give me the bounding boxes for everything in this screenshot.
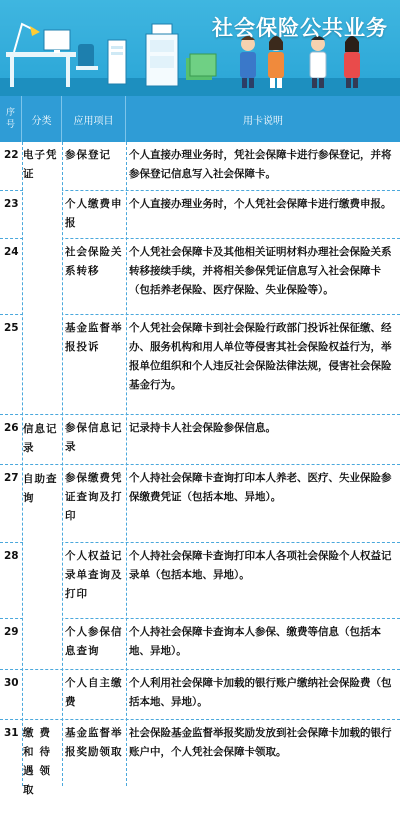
row-item: 个人权益记录单查询及打印: [65, 550, 123, 600]
row-desc: 个人持社会保障卡查询本人参保、缴费等信息（包括本地、异地）。: [129, 626, 381, 657]
header-no: 序号: [0, 96, 22, 142]
category-label: 电子凭证: [23, 149, 58, 180]
header-desc: 用卡说明: [243, 115, 283, 127]
row-item: 个人自主缴费: [65, 677, 123, 708]
table-row: [0, 670, 400, 720]
row-no: 23: [4, 198, 19, 210]
row-desc: 个人利用社会保障卡加载的银行账户缴纳社会保险费（包括本地、异地）。: [129, 677, 392, 708]
row-desc: 个人直接办理业务时，个人凭社会保障卡进行缴费申报。: [129, 198, 392, 210]
business-table: [0, 96, 400, 796]
row-desc: 个人持社会保障卡查询打印本人养老、医疗、失业保险参保缴费凭证（包括本地、异地）。: [129, 472, 392, 503]
row-desc: 个人持社会保障卡查询打印本人各项社会保险个人权益记录单（包括本地、异地）。: [129, 550, 392, 581]
row-no: 26: [4, 422, 19, 434]
row-item: 个人参保信息查询: [65, 626, 123, 657]
row-no: 30: [4, 677, 19, 689]
row-desc: 记录持卡人社会保险参保信息。: [129, 422, 276, 434]
header-banner: [0, 0, 400, 96]
row-item: 基金监督举报投诉: [65, 322, 123, 353]
row-no: 25: [4, 322, 19, 334]
row-no: 22: [4, 149, 19, 161]
row-desc: 社会保险基金监督举报奖励发放到社会保障卡加载的银行账户中，个人凭社会保障卡领取。: [129, 727, 392, 758]
row-item: 社会保险关系转移: [65, 246, 123, 277]
row-no: 24: [4, 246, 19, 258]
row-item: 参保登记: [65, 149, 111, 161]
row-no: 27: [4, 472, 19, 484]
category-label: 缴费和待遇领取: [23, 727, 56, 796]
category-label: 信息记录: [23, 423, 58, 454]
table-header: [0, 96, 400, 142]
row-desc: 个人凭社会保障卡到社会保险行政部门投诉社保征缴、经办、服务机构和用人单位等侵害其社会保险权益行为，举报单位组织和个人违反社会保险法律法规，侵害社会保险基金行为。: [129, 322, 392, 391]
row-item: 参保信息记录: [65, 422, 123, 453]
header-item: 应用项目: [62, 96, 126, 142]
row-desc: 个人凭社会保障卡及其他相关证明材料办理社会保险关系转移接续手续，并将相关参保凭证信息写入社会保障卡（包括养老保险、医疗保险、失业保险等）。: [129, 246, 392, 296]
col-divider: [62, 142, 63, 786]
row-desc: 个人直接办理业务时，凭社会保障卡进行参保登记，并将参保登记信息写入社会保障卡。: [129, 149, 392, 180]
row-no: 28: [4, 550, 19, 562]
category-label: 自助查询: [23, 473, 58, 504]
row-item: 基金监督举报奖励领取: [65, 727, 123, 758]
row-item: 个人缴费申报: [65, 198, 123, 229]
row-item: 参保缴费凭证查询及打印: [65, 472, 123, 522]
table-body: [0, 142, 400, 796]
col-divider: [126, 142, 127, 786]
banner-title: 社会保险公共业务: [212, 16, 388, 40]
row-no: 31: [4, 727, 19, 739]
header-category: 分类: [22, 96, 62, 142]
row-no: 29: [4, 626, 19, 638]
